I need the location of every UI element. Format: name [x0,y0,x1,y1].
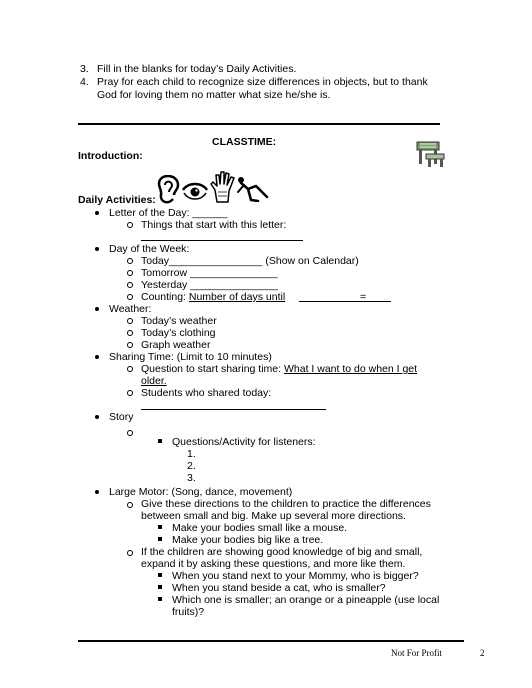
counting-blank [299,301,391,302]
sub-bullet [127,366,133,372]
day-of-week-label: Day of the Week: [109,243,190,255]
weather-label: Weather: [109,303,152,315]
direction-item: Make your bodies big like a tree. [172,534,324,546]
sharing-question-underlined: What I want to do when I get [283,363,418,375]
footer-text: Not For Profit [391,648,443,658]
bullet [95,490,99,494]
list-item-text: Fill in the blanks for today’s Daily Activities. [97,63,297,75]
size-question-cont: fruits)? [172,606,205,618]
size-question: Which one is smaller; an orange or a pineapple (use local [172,594,440,606]
sub-bullet [127,330,133,336]
yesterday-text: Yesterday _______________ [141,279,278,291]
size-question: When you stand beside a cat, who is smaller? [172,582,386,594]
knowledge-text: If the children are showing good knowledge of big and small, [141,546,423,558]
stretching-figure-icon [236,176,270,205]
ear-icon [156,175,180,208]
sub-bullet [127,502,133,508]
sub-bullet [127,270,133,276]
section-divider [78,123,440,125]
letter-things-text: Things that start with this letter: [141,219,287,231]
bullet [95,247,99,251]
bullet [95,211,99,215]
sharing-time-label: Sharing Time: (Limit to 10 minutes) [109,351,272,363]
weather-item: Today’s clothing [141,327,216,339]
sub-bullet [127,550,133,556]
bullet [95,415,99,419]
students-shared-blank [141,409,326,410]
square-bullet [158,573,162,577]
sharing-question [141,363,417,375]
bullet [95,355,99,359]
sub-bullet [127,430,133,436]
letter-of-day-label: Letter of the Day: ______ [109,207,228,219]
tomorrow-text: Tomorrow _______________ [141,267,278,279]
knowledge-text-cont: expand it by asking these questions, and more like them. [141,558,406,570]
weather-item: Today’s weather [141,315,217,327]
story-number: 2. [187,460,196,472]
list-item-text: Pray for each child to recognize size differences in objects, but to thank [97,76,428,88]
square-bullet [158,585,162,589]
page-number: 2 [480,648,485,658]
counting-text [141,291,285,303]
sub-bullet [127,258,133,264]
school-desk-icon [414,140,446,171]
letter-things-blank [141,240,303,241]
sub-bullet [127,342,133,348]
eye-icon [182,182,208,205]
square-bullet [158,525,162,529]
sharing-question-prefix: Question to start sharing time: [141,363,284,375]
weather-item: Graph weather [141,339,211,351]
list-item-text: God for loving them no matter what size he/she is. [97,89,331,101]
directions-text: Give these directions to the children to practice the differences [141,498,431,510]
list-number: 4. [80,76,89,88]
square-bullet [158,537,162,541]
sub-bullet [127,222,133,228]
classtime-heading: CLASSTIME: [212,136,277,148]
hand-icon [210,170,236,207]
students-shared-text: Students who shared today: [141,387,272,399]
large-motor-label: Large Motor: (Song, dance, movement) [109,486,293,498]
story-number: 1. [187,448,196,460]
sub-bullet [127,390,133,396]
footer-divider [78,640,464,642]
story-questions-label: Questions/Activity for listeners: [172,436,316,448]
daily-activities-label: Daily Activities: [78,194,156,206]
direction-item: Make your bodies small like a mouse. [172,522,348,534]
sharing-question-underlined-cont: older. [141,375,167,387]
sub-bullet [127,318,133,324]
today-text: Today________________ (Show on Calendar) [141,255,359,267]
counting-equals: = [360,291,367,303]
story-number: 3. [187,472,196,484]
sub-bullet [127,282,133,288]
sub-bullet [127,294,133,300]
square-bullet [158,439,162,443]
counting-prefix: Counting: [141,291,189,303]
story-label: Story [109,411,134,423]
square-bullet [158,597,162,601]
size-question: When you stand next to your Mommy, who is bigger? [172,570,419,582]
list-number: 3. [80,63,89,75]
counting-underlined: Number of days until [188,291,286,303]
introduction-label: Introduction: [78,150,143,162]
bullet [95,307,99,311]
directions-text-cont: between small and big. Make up several more directions. [141,510,406,522]
